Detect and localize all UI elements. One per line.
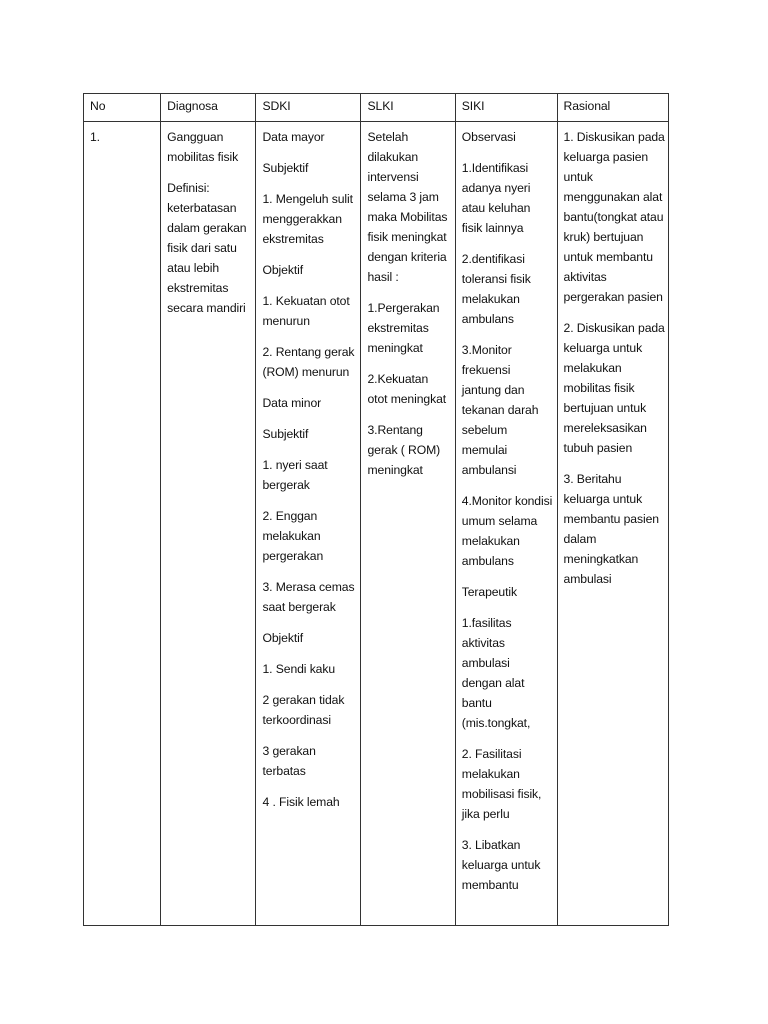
- cell-paragraph: Subjektif: [262, 161, 309, 175]
- cell-paragraph: 2. Diskusikan pada keluarga untuk melakukan mobilitas fisik bertujuan untuk mereleksasikan tubuh pasien: [563, 321, 665, 455]
- cell-paragraph: 2.Kekuatan otot meningkat: [367, 372, 447, 406]
- cell-paragraph: 3. Beritahu keluarga untuk membantu pasien dalam meningkatkan ambulasi: [563, 472, 659, 586]
- cell-paragraph: Data mayor: [262, 130, 325, 144]
- header-no: No: [84, 94, 161, 122]
- cell-paragraph: 3. Merasa cemas saat bergerak: [262, 580, 355, 614]
- header-slki: SLKI: [361, 94, 455, 122]
- cell-siki: [455, 122, 557, 926]
- cell-paragraph: Objektif: [262, 631, 304, 645]
- document-page: [83, 93, 669, 926]
- cell-paragraph: Terapeutik: [461, 585, 517, 599]
- row-number: 1.: [90, 130, 100, 144]
- cell-paragraph: Data minor: [262, 396, 322, 410]
- cell-paragraph: Subjektif: [262, 427, 309, 441]
- cell-diagnosa: [161, 122, 256, 926]
- cell-paragraph: Observasi: [461, 130, 516, 144]
- table-header-row: [84, 94, 669, 122]
- cell-paragraph: 1.fasilitas aktivitas ambulasi dengan alat bantu (mis.tongkat,: [461, 616, 531, 730]
- cell-paragraph: 2. Enggan melakukan pergerakan: [262, 509, 324, 563]
- cell-paragraph: 3.Monitor frekuensi jantung dan tekanan darah sebelum memulai ambulansi: [461, 343, 539, 477]
- cell-paragraph: Setelah dilakukan intervensi selama 3 jam maka Mobilitas fisik meningkat dengan kriteria hasil :: [367, 130, 448, 284]
- nursing-care-plan-table: [83, 93, 669, 926]
- cell-paragraph: 2 gerakan tidak terkoordinasi: [262, 693, 345, 727]
- cell-paragraph: Objektif: [262, 263, 304, 277]
- header-rasional: Rasional: [557, 94, 668, 122]
- cell-paragraph: 3.Rentang gerak ( ROM) meningkat: [367, 423, 441, 477]
- cell-paragraph: Definisi: keterbatasan dalam gerakan fisik dari satu atau lebih ekstremitas secara mandiri: [167, 181, 247, 315]
- cell-paragraph: 1. Sendi kaku: [262, 662, 336, 676]
- cell-paragraph: 1.Identifikasi adanya nyeri atau keluhan fisik lainnya: [461, 161, 531, 235]
- header-diagnosa: Diagnosa: [161, 94, 256, 122]
- cell-paragraph: 1. Diskusikan pada keluarga pasien untuk menggunakan alat bantu(tongkat atau kruk) bertujuan untuk membantu aktivitas pergerakan pasien: [563, 130, 665, 304]
- cell-paragraph: 4 . Fisik lemah: [262, 795, 340, 809]
- cell-paragraph: Gangguan mobilitas fisik: [167, 130, 239, 164]
- cell-no: [84, 122, 161, 926]
- cell-paragraph: 3. Libatkan keluarga untuk membantu: [461, 838, 541, 892]
- cell-paragraph: 2. Fasilitasi melakukan mobilisasi fisik, jika perlu: [461, 747, 542, 821]
- table-row: [84, 122, 669, 926]
- header-siki: SIKI: [455, 94, 557, 122]
- cell-sdki: [256, 122, 361, 926]
- cell-paragraph: 2.dentifikasi toleransi fisik melakukan ambulans: [461, 252, 531, 326]
- cell-paragraph: 2. Rentang gerak (ROM) menurun: [262, 345, 355, 379]
- cell-rasional: [557, 122, 668, 926]
- cell-paragraph: 1. nyeri saat bergerak: [262, 458, 328, 492]
- cell-slki: [361, 122, 455, 926]
- cell-paragraph: 1. Kekuatan otot menurun: [262, 294, 350, 328]
- cell-paragraph: 4.Monitor kondisi umum selama melakukan ambulans: [461, 494, 553, 568]
- cell-paragraph: 1.Pergerakan ekstremitas meningkat: [367, 301, 440, 355]
- header-sdki: SDKI: [256, 94, 361, 122]
- cell-paragraph: 3 gerakan terbatas: [262, 744, 316, 778]
- cell-paragraph: 1. Mengeluh sulit menggerakkan ekstremitas: [262, 192, 353, 246]
